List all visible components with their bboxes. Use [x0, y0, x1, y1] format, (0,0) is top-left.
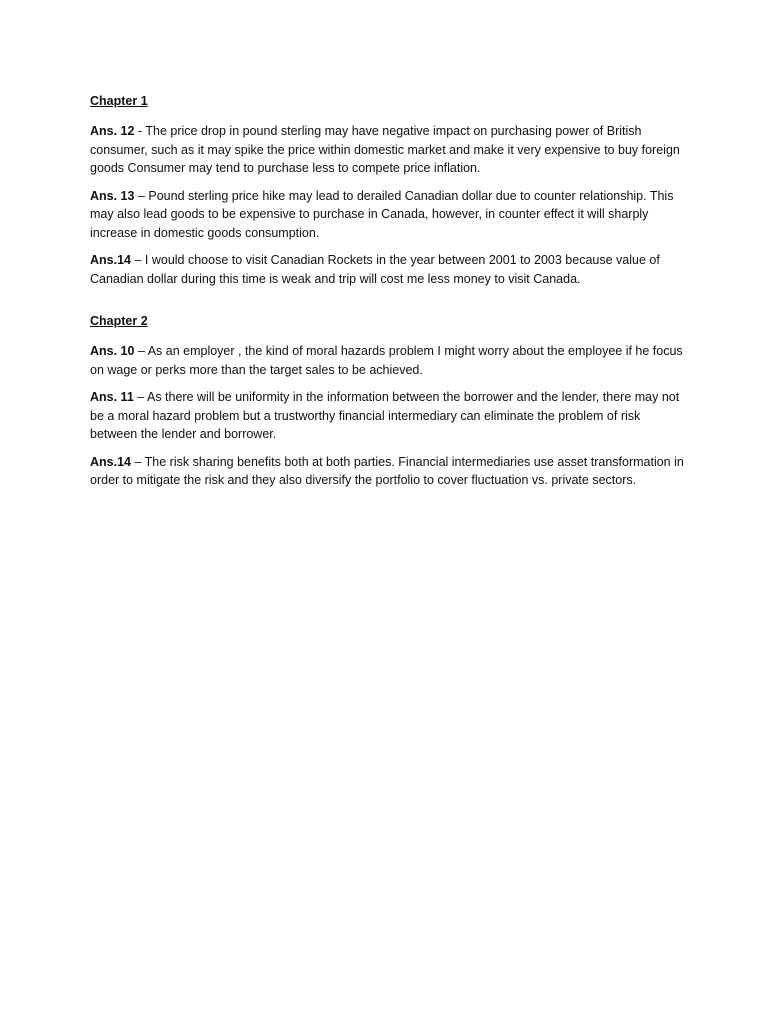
answer-label: Ans. 12	[90, 124, 135, 138]
chapter-2-section	[90, 312, 690, 490]
answer-separator: –	[131, 454, 145, 469]
answer-text: As there will be uniformity in the information between the borrower and the lender, there may not be a moral hazard problem but a trustworthy financial intermediary can eliminate the problem of risk between the lender and borrower.	[90, 390, 680, 441]
chapter-1-section	[90, 92, 690, 288]
answer-separator: –	[134, 188, 149, 203]
answer-label: Ans. 11	[90, 390, 134, 404]
answer-paragraph	[90, 342, 690, 379]
answer-label: Ans. 10	[90, 344, 135, 358]
answer-text: The price drop in pound sterling may have negative impact on purchasing power of British consumer, such as it may spike the price within domestic market and make it very expensive to buy foreign goods Consumer may tend to purchase less to compete price inflation.	[90, 124, 680, 175]
answer-text: Pound sterling price hike may lead to derailed Canadian dollar due to counter relationship. This may also lead goods to be expensive to purchase in Canada, however, in counter effect it will sharply increase in domestic goods consumption.	[90, 188, 674, 240]
answer-label: Ans.14	[90, 454, 131, 469]
answer-separator: -	[134, 124, 146, 138]
document-page	[90, 92, 690, 499]
answer-text: The risk sharing benefits both at both parties. Financial intermediaries use asset transformation in order to mitigate the risk and they also diversify the portfolio to cover fluctuation vs. private sectors.	[90, 454, 684, 487]
answer-text: I would choose to visit Canadian Rockets in the year between 2001 to 2003 because value of Canadian dollar during this time is weak and trip will cost me less money to visit Canada.	[90, 253, 660, 286]
answer-separator: –	[133, 390, 147, 404]
chapter-heading: Chapter 2	[90, 314, 148, 328]
answer-paragraph	[90, 388, 690, 444]
answer-paragraph	[90, 453, 690, 490]
answer-separator: –	[131, 253, 145, 267]
answer-separator: –	[134, 344, 148, 358]
answer-paragraph	[90, 251, 690, 288]
chapter-heading: Chapter 1	[90, 94, 148, 108]
answer-paragraph	[90, 122, 690, 178]
answer-label: Ans.14	[90, 253, 131, 267]
answer-label: Ans. 13	[90, 188, 135, 203]
answer-paragraph	[90, 187, 690, 243]
answer-text: As an employer , the kind of moral hazards problem I might worry about the employee if he focus on wage or perks more than the target sales to be achieved.	[90, 344, 683, 377]
